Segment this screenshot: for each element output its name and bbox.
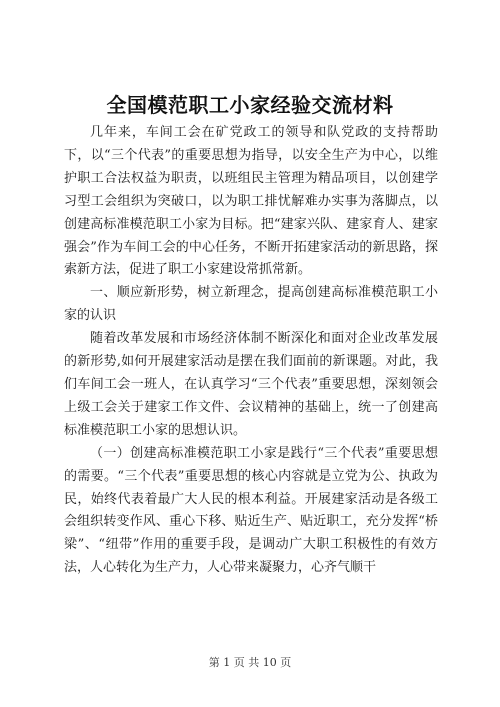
- paragraph-subsection-1: （一）创建高标准模范职工小家是践行“三个代表”重要思想的需要。“三个代表”重要思想的核心内容就是立党为公、执政为民，始终代表着最广大人民的根本利益。开展建家活动是各级工会组织转变作风、重心下移、贴近生产、贴近职工，充分发挥“桥梁”、“纽带”作用的重要手段，是调动广大职工积极性的有效方法，人心转化为生产力，人心带来凝聚力，心齐气顺干: [64, 445, 438, 576]
- section-heading-1: 一、顺应新形势，树立新理念，提高创建高标准模范职工小家的认识: [64, 285, 438, 324]
- document-title: 全国模范职工小家经验交流材料: [106, 93, 394, 117]
- document-body: [64, 122, 438, 580]
- page-footer: 第 1 页 共 10 页: [208, 656, 292, 669]
- paragraph-context: 随着改革发展和市场经济体制不断深化和面对企业改革发展的新形势,如何开展建家活动是摆在我们面前的新课题。对此，我们车间工会一班人，在认真学习“三个代表”重要思想，深刻领会上级工会关于建家工作文件、会议精神的基础上，统一了创建高标准模范职工小家的思想认识。: [64, 331, 438, 438]
- paragraph-intro: 几年来，车间工会在矿党政工的领导和队党政的支持帮助下，以“三个代表”的重要思想为指导，以安全生产为中心，以维护职工合法权益为职责，以班组民主管理为精品项目，以创建学习型工会组织为突破口，以为职工排忧解难办实事为落脚点，以创建高标准模范职工小家为目标。把“建家兴队、建家育人、建家强会”作为车间工会的中心任务，不断开拓建家活动的新思路，探索新方法，促进了职工小家建设常抓常新。: [64, 125, 438, 278]
